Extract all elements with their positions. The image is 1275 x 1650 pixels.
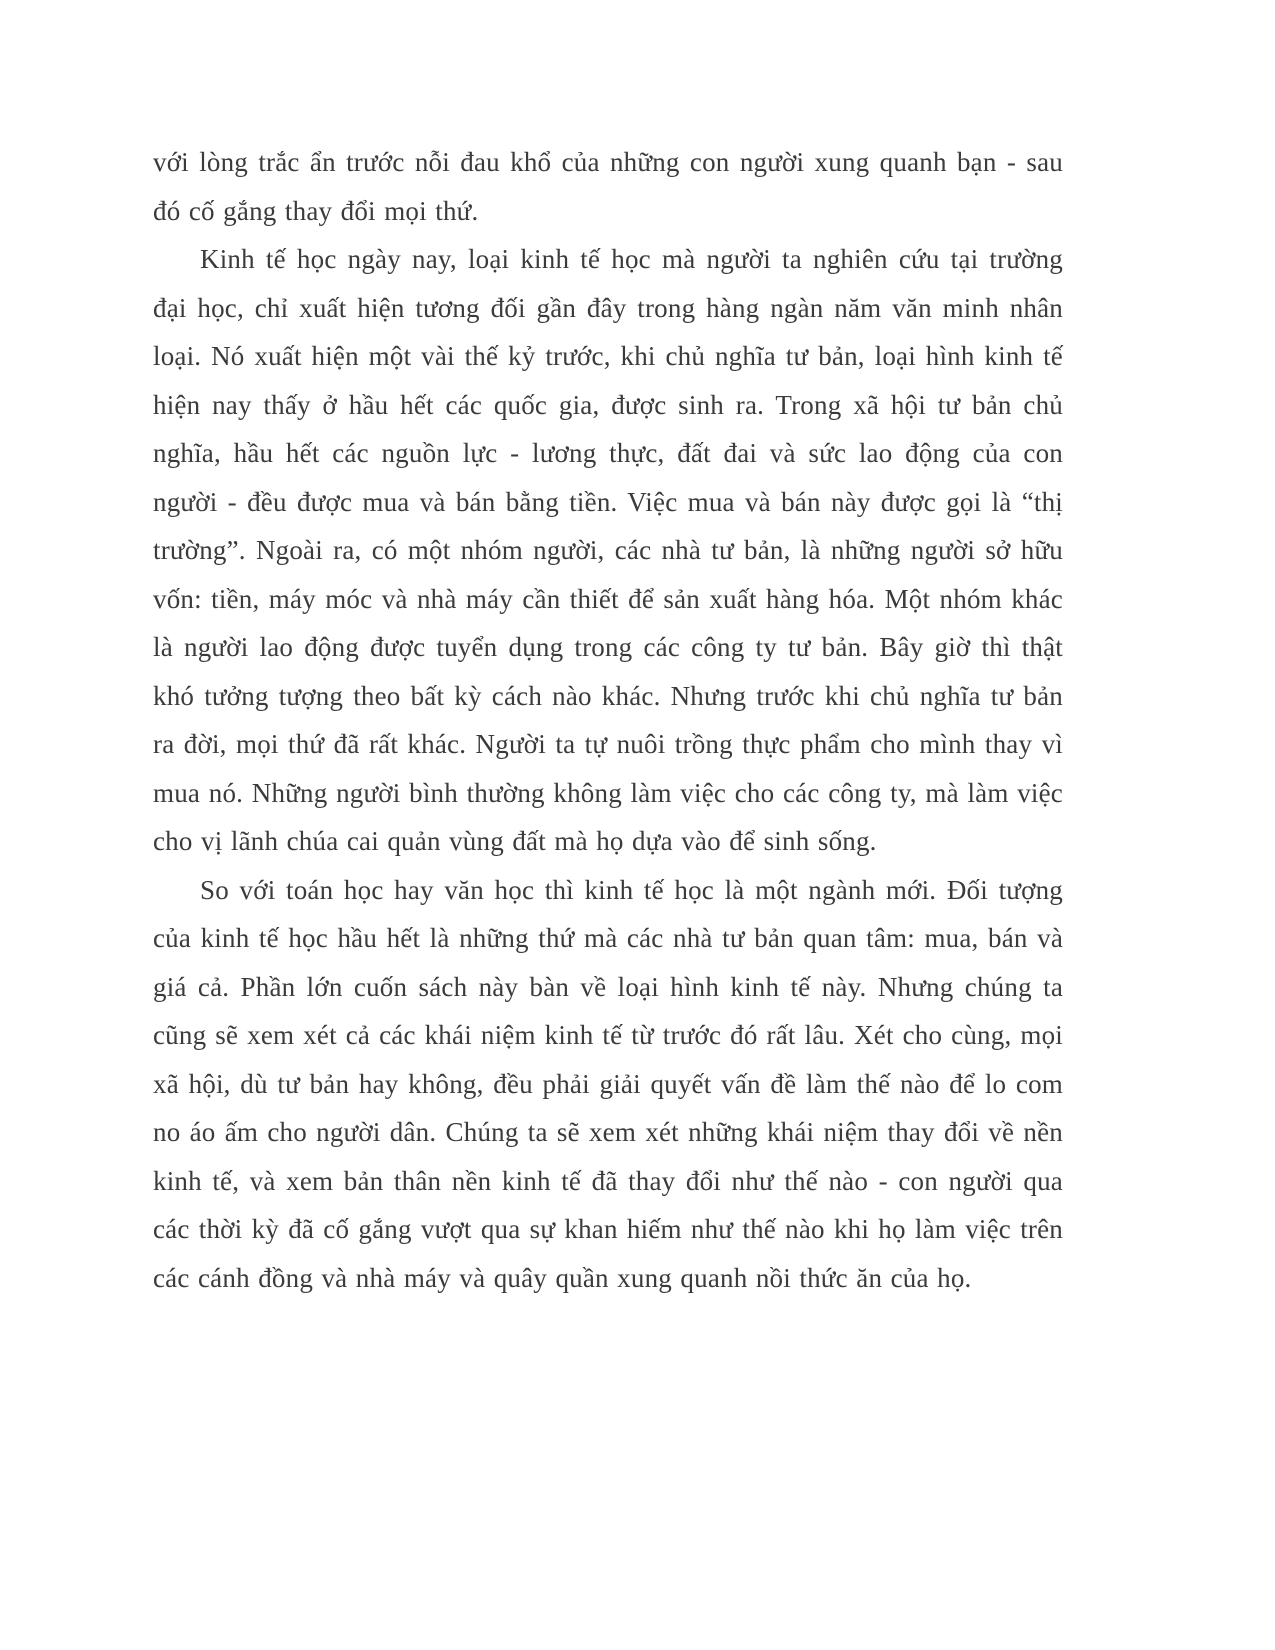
- paragraph: Kinh tế học ngày nay, loại kinh tế học mà người ta nghiên cứu tại trường đại học, chỉ xuất hiện tương đối gần đây trong hàng ngàn năm văn minh nhân loại. Nó xuất hiện một vài thế kỷ trước, khi chủ nghĩa tư bản, loại hình kinh tế hiện nay thấy ở hầu hết các quốc gia, được sinh ra. Trong xã hội tư bản chủ nghĩa, hầu hết các nguồn lực - lương thực, đất đai và sức lao động của con người - đều được mua và bán bằng tiền. Việc mua và bán này được gọi là “thị trường”. Ngoài ra, có một nhóm người, các nhà tư bản, là những người sở hữu vốn: tiền, máy móc và nhà máy cần thiết để sản xuất hàng hóa. Một nhóm khác là người lao động được tuyển dụng trong các công ty tư bản. Bây giờ thì thật khó tưởng tượng theo bất kỳ cách nào khác. Nhưng trước khi chủ nghĩa tư bản ra đời, mọi thứ đã rất khác. Người ta tự nuôi trồng thực phẩm cho mình thay vì mua nó. Những người bình thường không làm việc cho các công ty, mà làm việc cho vị lãnh chúa cai quản vùng đất mà họ dựa vào để sinh sống.: [153, 244, 1063, 856]
- paragraph: So với toán học hay văn học thì kinh tế học là một ngành mới. Đối tượng của kinh tế học hầu hết là những thứ mà các nhà tư bản quan tâm: mua, bán và giá cả. Phần lớn cuốn sách này bàn về loại hình kinh tế này. Nhưng chúng ta cũng sẽ xem xét cả các khái niệm kinh tế từ trước đó rất lâu. Xét cho cùng, mọi xã hội, dù tư bản hay không, đều phải giải quyết vấn đề làm thế nào để lo com no áo ấm cho người dân. Chúng ta sẽ xem xét những khái niệm thay đổi về nền kinh tế, và xem bản thân nền kinh tế đã thay đổi như thế nào - con người qua các thời kỳ đã cố gắng vượt qua sự khan hiếm như thế nào khi họ làm việc trên các cánh đồng và nhà máy và quây quần xung quanh nồi thức ăn của họ.: [153, 874, 1063, 1293]
- body-text: [153, 138, 1063, 1302]
- paragraph-continuation: với lòng trắc ẩn trước nỗi đau khổ của những con người xung quanh bạn - sau đó cố gắng thay đổi mọi thứ.: [153, 147, 1063, 226]
